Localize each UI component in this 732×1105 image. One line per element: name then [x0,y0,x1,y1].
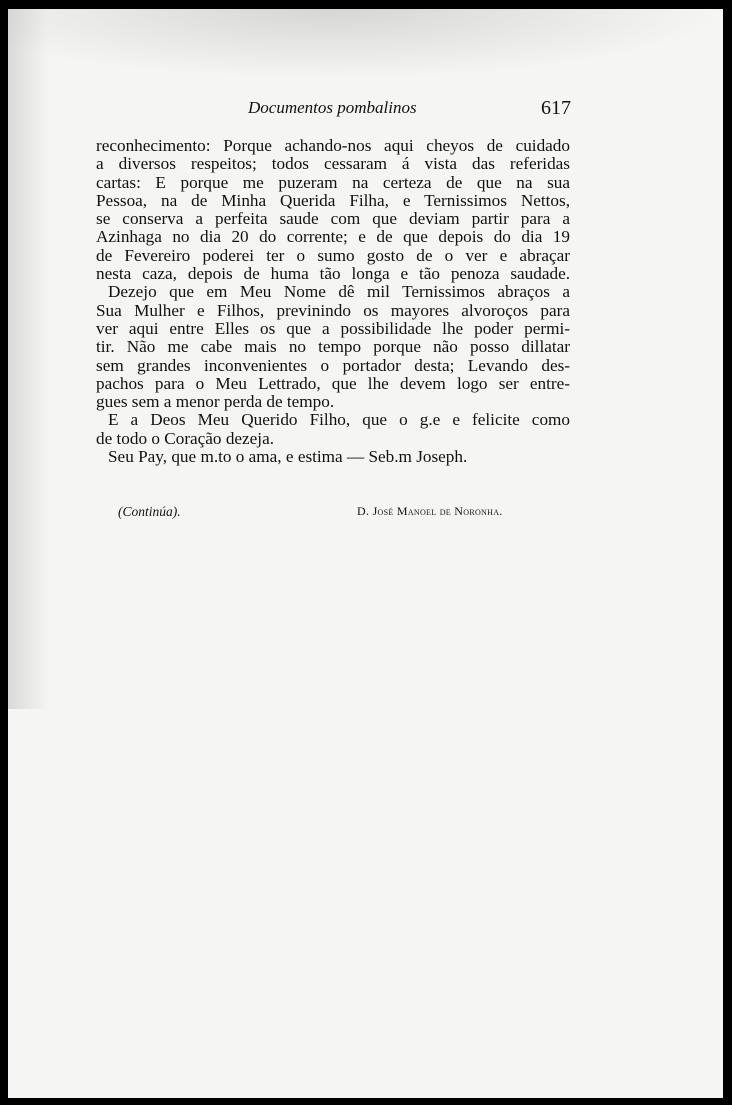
body-line: nesta caza, depois de huma tão longa e tão penoza saudade. [96,264,570,284]
body-line: Sua Mulher e Filhos, previnindo os mayores alvoroços para [96,300,570,320]
scan-smudge-left [8,9,48,709]
body-line: pachos para o Meu Lettrado, que lhe devem logo ser entre- [96,373,570,393]
letter-body [96,137,570,466]
scan-smudge-top [8,9,723,79]
document-page [8,9,723,1098]
body-line: Azinhaga no dia 20 do corrente; e de que depois do dia 19 [96,227,570,247]
body-line: de Fevereiro poderei ter o sumo gosto de o ver e abraçar [96,245,570,265]
body-line: reconhecimento: Porque achando-nos aqui cheyos de cuidado [96,136,570,155]
body-line: Pessoa, na de Minha Querida Filha, e Ternissimos Nettos, [96,190,570,210]
body-line: cartas: E porque me puzeram na certeza de que na sua [96,172,570,192]
body-line: E a Deos Meu Querido Filho, que o g.e e felicite como [108,410,570,430]
body-line: a diversos respeitos; todos cessaram á vista das referidas [96,154,570,174]
body-line: de todo o Coração dezeja. [96,428,275,448]
closing-line: Seu Pay, que m.to o ama, e estima — Seb.m Joseph. [108,447,468,467]
running-header-title: Documentos pombalinos [248,98,417,117]
continua-note: (Continúa). [118,504,181,519]
body-line: se conserva a perfeita saude com que deviam partir para a [96,209,570,229]
body-line: Dezejo que em Meu Nome dê mil Ternissimos abraços a [108,282,570,302]
body-line: tir. Não me cabe mais no tempo porque não posso dillatar [96,337,570,357]
body-line: gues sem a menor perda de tempo. [96,392,335,412]
page-number: 617 [541,97,571,119]
body-line: sem grandes inconvenientes o portador desta; Levando des- [96,355,570,375]
body-line: ver aqui entre Elles os que a possibilidade lhe poder permi- [96,318,570,338]
signature: D. José Manoel de Noronha. [357,504,503,518]
